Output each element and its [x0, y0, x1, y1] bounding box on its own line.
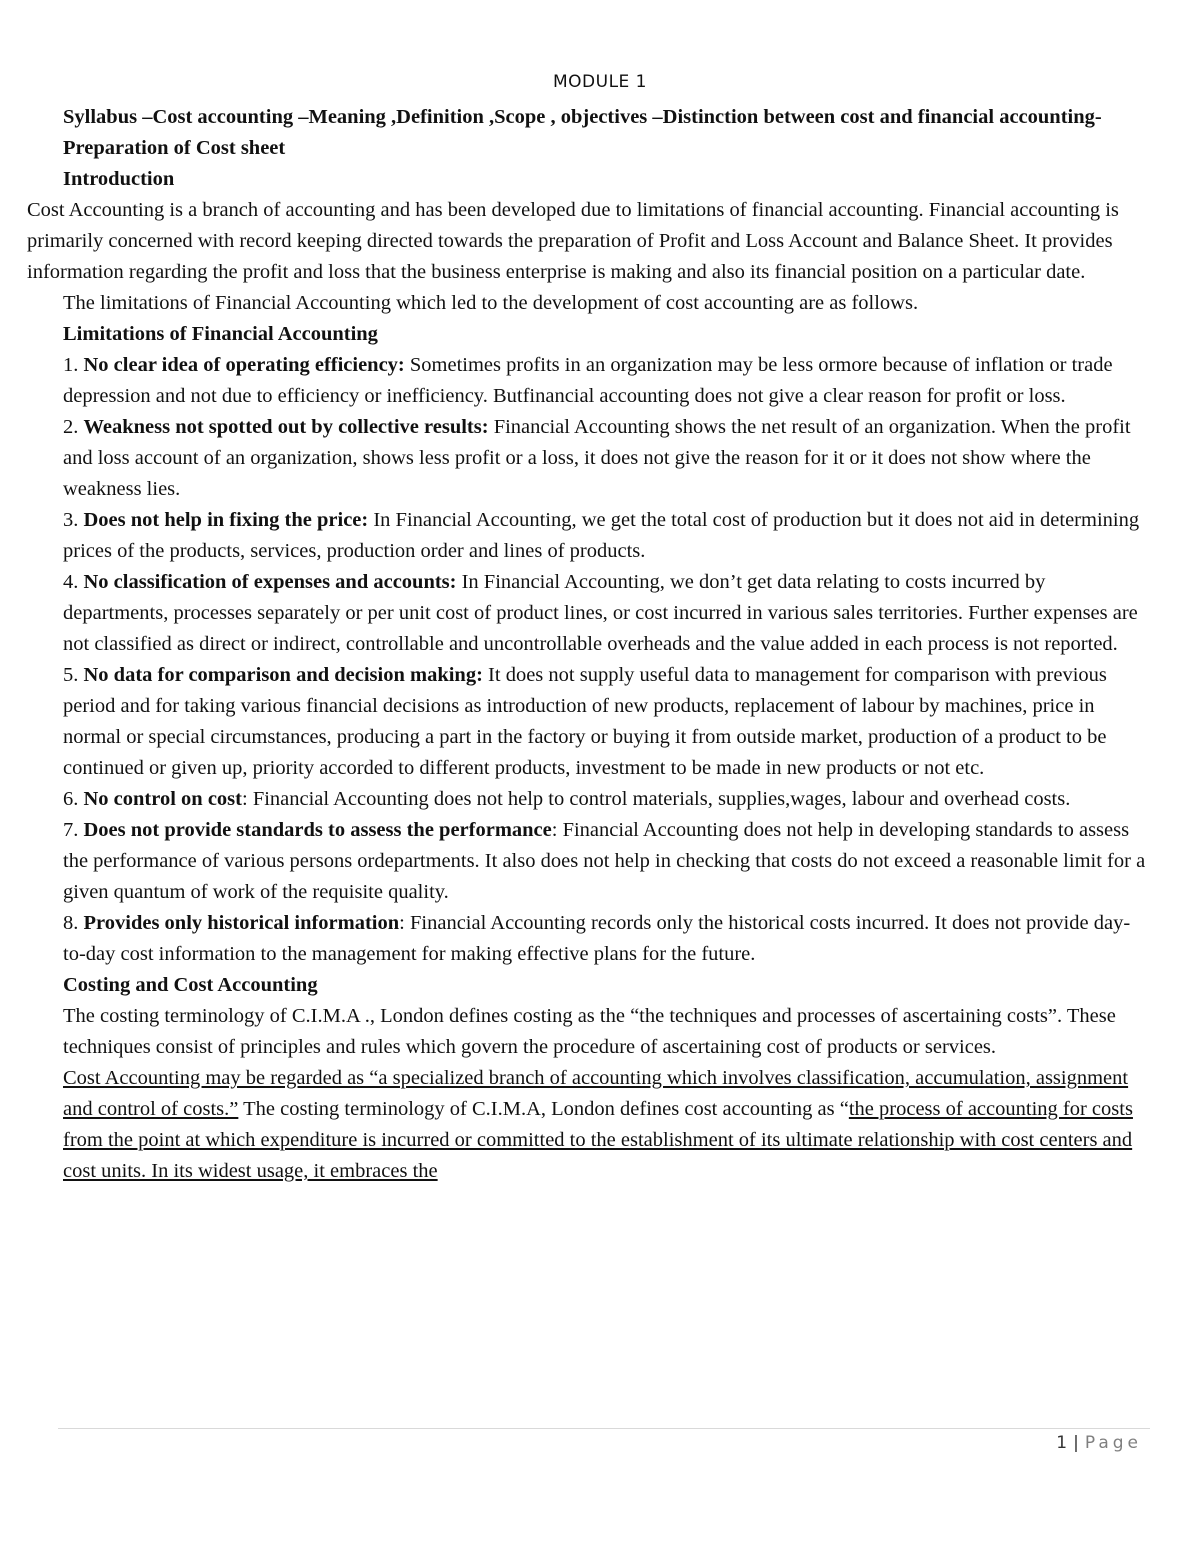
limitation-item — [27, 412, 1152, 505]
item-text: : Financial Accounting records only the historical costs incurred. It does not provide day-to-day cost information to the management for making effective plans for the future. — [63, 912, 1131, 965]
cost-accounting-definition — [27, 1063, 1152, 1187]
page-body — [27, 102, 1152, 1187]
item-text: : Financial Accounting does not help in developing standards to assess the performance of various persons ordepartments. It also does not help in checking that costs do not exceed a reasonable limit for a given quantum of work of the requisite quality. — [63, 819, 1146, 903]
item-number: 6. — [63, 788, 79, 810]
item-text: Sometimes profits in an organization may be less ormore because of inflation or trade depression and not due to efficiency or inefficiency. Butfinancial accounting does not give a clear reason for profit or loss. — [63, 354, 1113, 407]
page-number — [1056, 1433, 1142, 1453]
limitations-heading: Limitations of Financial Accounting — [63, 323, 378, 345]
item-title: No data for comparison and decision making: — [83, 664, 483, 686]
item-number: 1. — [63, 354, 79, 376]
limitation-item — [27, 784, 1152, 815]
limitation-item — [27, 908, 1152, 970]
item-number: 3. — [63, 509, 79, 531]
syllabus-line: Syllabus –Cost accounting –Meaning ,Definition ,Scope , objectives –Distinction between cost and financial accounting-Preparation of Cost sheet — [63, 106, 1102, 159]
item-text: In Financial Accounting, we get the total cost of production but it does not aid in determining prices of the products, services, production order and lines of products. — [63, 509, 1140, 562]
item-title: No clear idea of operating efficiency: — [83, 354, 405, 376]
underlined-definition: Cost Accounting may be regarded as “a specialized branch of accounting which involves classification, accumulation, assignment and control of costs.” — [63, 1067, 1129, 1120]
page-label: Page — [1084, 1433, 1142, 1453]
limitation-item — [27, 350, 1152, 412]
item-text: It does not supply useful data to management for comparison with previous period and for taking various financial decisions as introduction of new products, replacement of labour by machines, price in normal or special circumstances, producing a part in the factory or buying it from outside market, production of a product to be continued or given up, priority accorded to different products, investment to be made in new products or not etc. — [63, 664, 1107, 779]
limitation-item — [27, 505, 1152, 567]
limitations-lead-in: The limitations of Financial Accounting which led to the development of cost accounting are as follows. — [63, 292, 919, 314]
item-number: 7. — [63, 819, 79, 841]
footer-divider — [58, 1428, 1150, 1429]
item-title: No control on cost — [83, 788, 242, 810]
item-title: No classification of expenses and accounts: — [83, 571, 457, 593]
introduction-heading: Introduction — [63, 168, 175, 190]
page-number-value: 1 — [1056, 1433, 1068, 1453]
item-number: 5. — [63, 664, 79, 686]
underlined-cima-definition: the process of accounting for costs from the point at which expenditure is incurred or committed to the establishment of its ultimate relationship with cost centers and cost units. In its widest usage, it embraces the — [63, 1098, 1133, 1182]
item-number: 8. — [63, 912, 79, 934]
page-number-separator: | — [1073, 1433, 1079, 1453]
item-text: In Financial Accounting, we don’t get data relating to costs incurred by departments, processes separately or per unit cost of product lines, or cost incurred in various sales territories. Further expenses are not classified as direct or indirect, controllable and uncontrollable overheads and the value added in each process is not reported. — [63, 571, 1138, 655]
item-number: 2. — [63, 416, 79, 438]
definition-text: The costing terminology of C.I.M.A, London defines cost accounting as “ — [238, 1098, 849, 1120]
module-title: MODULE 1 — [552, 72, 647, 92]
item-title: Weakness not spotted out by collective results: — [83, 416, 489, 438]
item-title: Does not help in fixing the price: — [83, 509, 369, 531]
costing-heading: Costing and Cost Accounting — [63, 974, 318, 996]
limitation-item — [27, 815, 1152, 908]
item-number: 4. — [63, 571, 79, 593]
costing-paragraph: The costing terminology of C.I.M.A ., London defines costing as the “the techniques and processes of ascertaining costs”. These techniques consist of principles and rules which govern the procedure of ascertaining cost of products or services. — [63, 1005, 1116, 1058]
limitation-item — [27, 567, 1152, 660]
introduction-paragraph: Cost Accounting is a branch of accounting and has been developed due to limitations of financial accounting. Financial accounting is primarily concerned with record keeping directed towards the preparation of Profit and Loss Account and Balance Sheet. It provides information regarding the profit and loss that the business enterprise is making and also its financial position on a particular date. — [27, 199, 1119, 283]
item-title: Does not provide standards to assess the performance — [83, 819, 552, 841]
item-title: Provides only historical information — [83, 912, 400, 934]
limitation-item — [27, 660, 1152, 784]
item-text: Financial Accounting shows the net result of an organization. When the profit and loss account of an organization, shows less profit or a loss, it does not give the reason for it or it does not show where the weakness lies. — [63, 416, 1131, 500]
item-text: : Financial Accounting does not help to control materials, supplies,wages, labour and overhead costs. — [242, 788, 1071, 810]
